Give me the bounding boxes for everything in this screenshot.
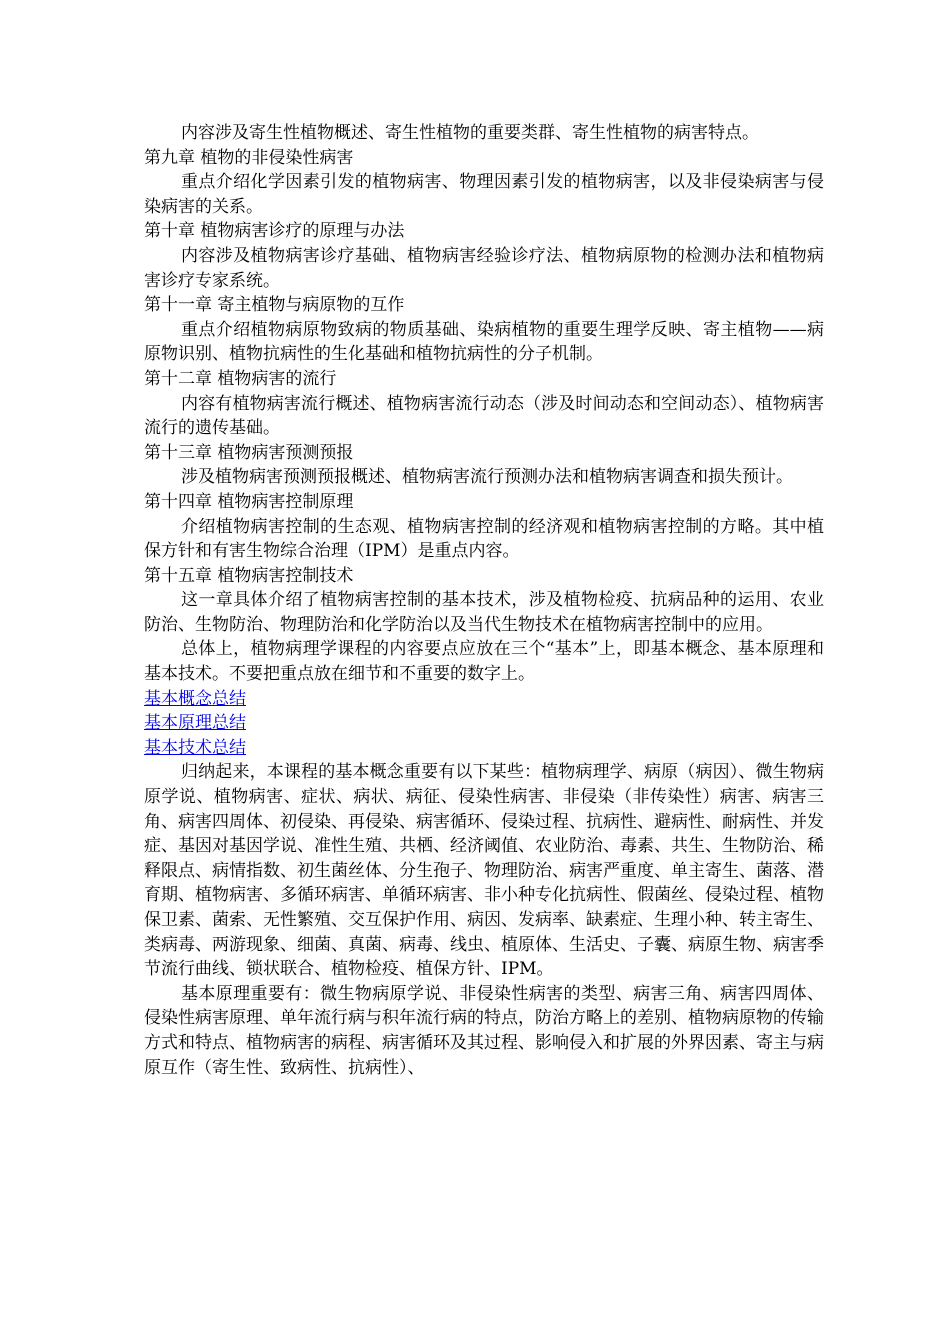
chapter-heading: 第十二章 植物病害的流行 xyxy=(144,368,337,389)
body-paragraph: 总体上，植物病理学课程的内容要点应放在三个“基本”上，即基本概念、基本原理和基本技术。不要把重点放在细节和不重要的数字上。 xyxy=(144,639,824,685)
body-paragraph: 重点介绍化学因素引发的植物病害、物理因素引发的植物病害，以及非侵染病害与侵染病害的关系。 xyxy=(144,172,824,217)
body-paragraph: 内容涉及植物病害诊疗基础、植物病害经验诊疗法、植物病原物的检测办法和植物病害诊疗专家系统。 xyxy=(144,245,824,291)
chapter-heading: 第十五章 植物病害控制技术 xyxy=(144,565,354,586)
document-body xyxy=(144,121,824,1080)
chapter-heading: 第十章 植物病害诊疗的原理与办法 xyxy=(144,221,405,242)
chapter-heading: 第十四章 植物病害控制原理 xyxy=(144,491,354,512)
body-paragraph: 内容有植物病害流行概述、植物病害流行动态（涉及时间动态和空间动态）、植物病害流行的遗传基础。 xyxy=(144,393,824,439)
chapter-heading: 第十一章 寄主植物与病原物的互作 xyxy=(144,295,405,316)
chapter-heading: 第九章 植物的非侵染性病害 xyxy=(144,147,354,168)
link-basic-concepts[interactable]: 基本概念总结 xyxy=(144,688,246,709)
body-paragraph: 介绍植物病害控制的生态观、植物病害控制的经济观和植物病害控制的方略。其中植保方针和有害生物综合治理（IPM）是重点内容。 xyxy=(144,516,824,562)
link-basic-principles[interactable]: 基本原理总结 xyxy=(144,713,246,734)
chapter-heading: 第十三章 植物病害预测预报 xyxy=(144,442,354,463)
link-basic-techniques[interactable]: 基本技术总结 xyxy=(144,737,246,758)
body-paragraph: 重点介绍植物病原物致病的物质基础、染病植物的重要生理学反映、寄主植物——病原物识别、植物抗病性的生化基础和植物抗病性的分子机制。 xyxy=(144,319,824,365)
document-page xyxy=(144,121,824,1080)
principles-paragraph: 基本原理重要有：微生物病原学说、非侵染性病害的类型、病害三角、病害四周体、侵染性病害原理、单年流行病与积年流行病的特点，防治方略上的差别、植物病原物的传输方式和特点、植物病害的病程、病害循环及其过程、影响侵入和扩展的外界因素、寄主与病原互作（寄生性、致病性、抗病性）、 xyxy=(144,983,824,1078)
body-paragraph: 这一章具体介绍了植物病害控制的基本技术，涉及植物检疫、抗病品种的运用、农业防治、生物防治、物理防治和化学防治以及当代生物技术在植物病害控制中的应用。 xyxy=(144,590,824,635)
body-paragraph: 内容涉及寄生性植物概述、寄生性植物的重要类群、寄生性植物的病害特点。 xyxy=(181,123,759,143)
body-paragraph: 涉及植物病害预测预报概述、植物病害流行预测办法和植物病害调查和损失预计。 xyxy=(181,467,793,488)
concepts-paragraph: 归纳起来，本课程的基本概念重要有以下某些：植物病理学、病原（病因）、微生物病原学说、植物病害、症状、病状、病征、侵染性病害、非侵染（非传染性）病害、病害三角、病害四周体、初侵染、再侵染、病害循环、侵染过程、抗病性、避病性、耐病性、并发症、基因对基因学说、准性生殖、共栖、经济阈值、农业防治、毒素、共生、生物防治、稀释限点、病情指数、初生菌丝体、分生孢子、物理防治、病害严重度、单主寄生、菌落、潜育期、植物病害、多循环病害、单循环病害、非小种专化抗病性、假菌丝、侵染过程、植物保卫素、菌索、无性繁殖、交互保护作用、病因、发病率、缺素症、生理小种、转主寄生、类病毒、两游现象、细菌、真菌、病毒、线虫、植原体、生活史、子囊、病原生物、病害季节流行曲线、锁状联合、植物检疫、植保方针、IPM。 xyxy=(144,762,824,980)
